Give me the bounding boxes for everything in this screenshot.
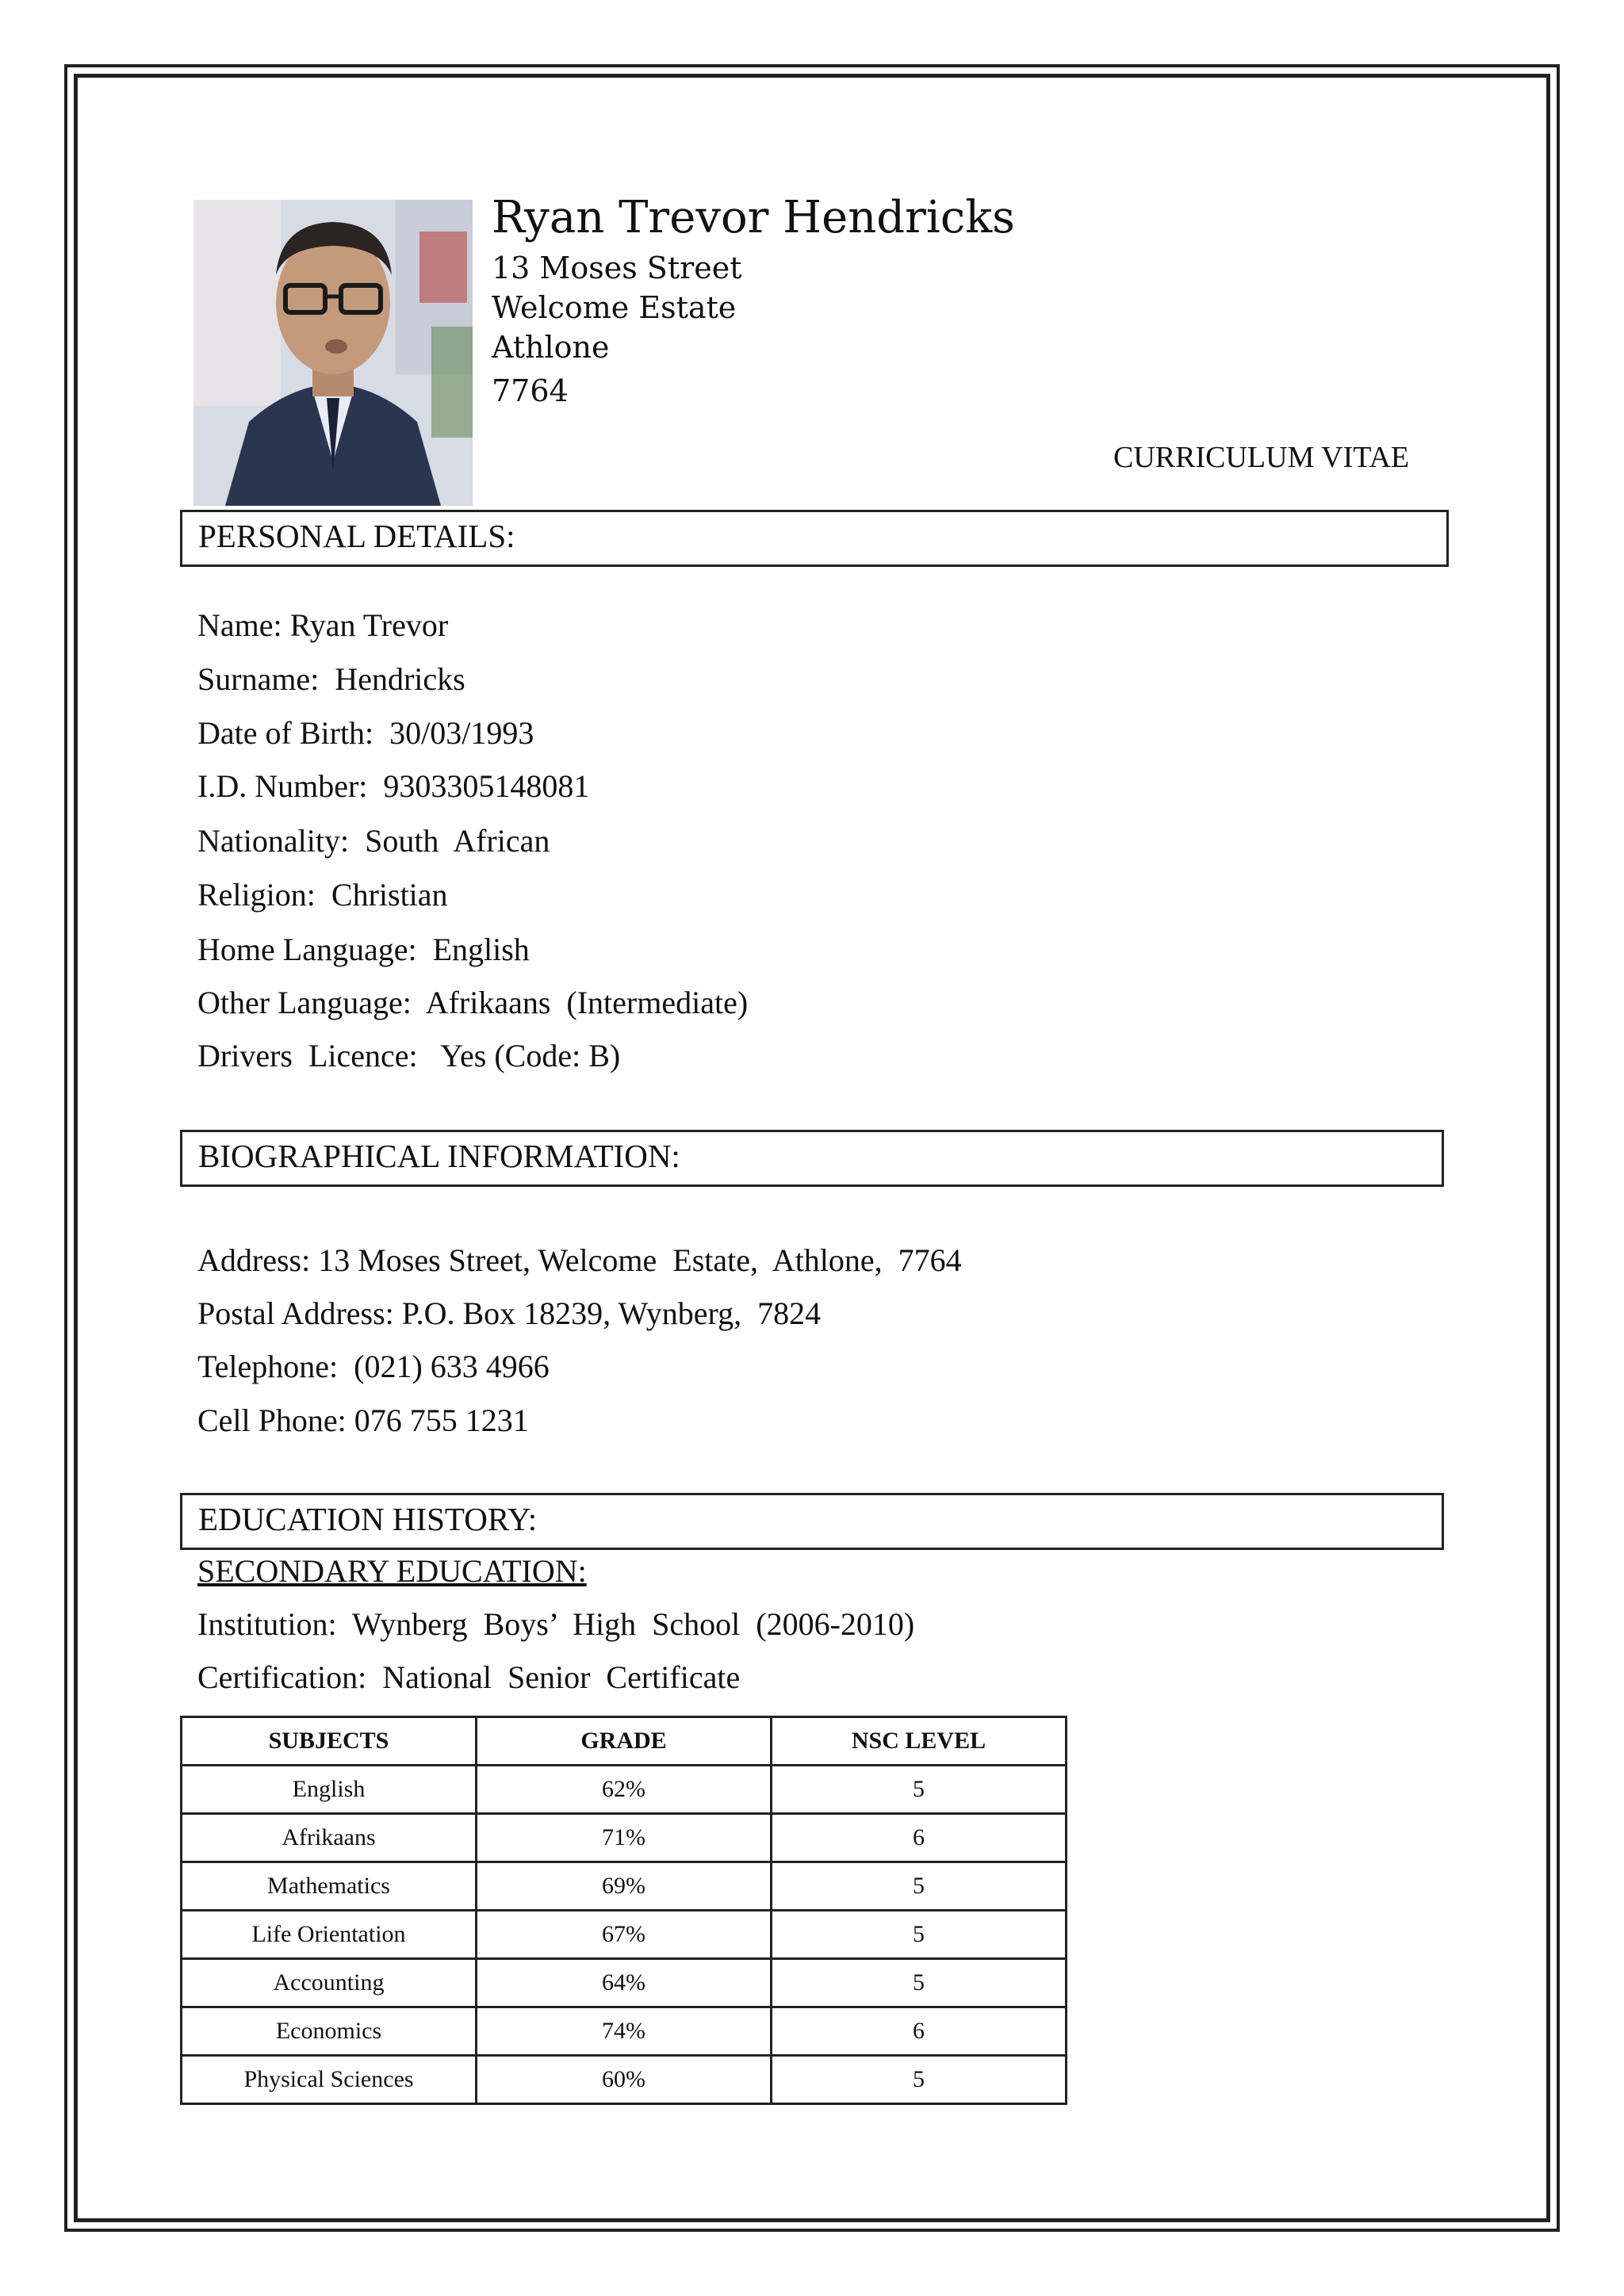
cell-nsc-level: 5 <box>772 1766 1067 1814</box>
field-other-language: Other Language: Afrikaans (Intermediate) <box>197 985 749 1020</box>
profile-photo <box>193 200 473 506</box>
cell-nsc-level: 5 <box>772 1862 1067 1911</box>
subheading-secondary-education: SECONDARY EDUCATION: <box>197 1553 587 1589</box>
field-nationality: Nationality: South African <box>197 823 550 859</box>
field-name: Name: Ryan Trevor <box>197 607 449 643</box>
field-home-language: Home Language: English <box>197 932 530 967</box>
cell-subject: English <box>182 1766 477 1814</box>
field-certification: Certification: National Senior Certificate <box>197 1659 741 1695</box>
field-date-of-birth: Date of Birth: 30/03/1993 <box>197 715 534 751</box>
cell-grade: 60% <box>477 2056 772 2104</box>
cell-subject: Mathematics <box>182 1862 477 1911</box>
field-drivers-licence: Drivers Licence: Yes (Code: B) <box>197 1038 621 1073</box>
address-line-street: 13 Moses Street <box>492 251 742 285</box>
cell-grade: 74% <box>477 2007 772 2056</box>
candidate-name: Ryan Trevor Hendricks <box>492 192 1015 243</box>
table-row <box>182 1766 1067 1814</box>
cell-subject: Physical Sciences <box>182 2056 477 2104</box>
field-cell-phone: Cell Phone: 076 755 1231 <box>197 1402 529 1438</box>
cell-grade: 62% <box>477 1766 772 1814</box>
cell-nsc-level: 5 <box>772 1911 1067 1959</box>
cell-grade: 69% <box>477 1862 772 1911</box>
field-address: Address: 13 Moses Street, Welcome Estate, Athlone, 7764 <box>197 1242 962 1278</box>
cell-grade: 67% <box>477 1911 772 1959</box>
cell-subject: Life Orientation <box>182 1911 477 1959</box>
table-row <box>182 1959 1067 2007</box>
cell-subject: Economics <box>182 2007 477 2056</box>
section-heading-education: EDUCATION HISTORY: <box>180 1493 1444 1550</box>
field-telephone: Telephone: (021) 633 4966 <box>197 1349 550 1384</box>
field-surname: Surname: Hendricks <box>197 661 465 697</box>
table-row <box>182 2007 1067 2056</box>
column-header-nsc-level: NSC LEVEL <box>772 1717 1067 1766</box>
column-header-grade: GRADE <box>477 1717 772 1766</box>
grades-table-header-row <box>182 1717 1067 1766</box>
cell-grade: 71% <box>477 1814 772 1862</box>
cell-nsc-level: 6 <box>772 2007 1067 2056</box>
grades-table <box>180 1716 1067 2105</box>
cell-subject: Afrikaans <box>182 1814 477 1862</box>
table-row <box>182 1862 1067 1911</box>
section-heading-biographical: BIOGRAPHICAL INFORMATION: <box>180 1130 1444 1187</box>
field-postal-address: Postal Address: P.O. Box 18239, Wynberg, 7824 <box>197 1295 822 1331</box>
table-row <box>182 1911 1067 1959</box>
field-religion: Religion: Christian <box>197 877 448 913</box>
cell-grade: 64% <box>477 1959 772 2007</box>
address-line-postcode: 7764 <box>492 373 569 408</box>
cell-subject: Accounting <box>182 1959 477 2007</box>
field-institution: Institution: Wynberg Boys’ High School (2006-2010) <box>197 1606 915 1642</box>
cell-nsc-level: 5 <box>772 1959 1067 2007</box>
address-line-estate: Welcome Estate <box>492 290 737 325</box>
field-id-number: I.D. Number: 9303305148081 <box>197 768 590 804</box>
document-title: CURRICULUM VITAE <box>1113 441 1410 474</box>
cell-nsc-level: 6 <box>772 1814 1067 1862</box>
table-row <box>182 2056 1067 2104</box>
table-row <box>182 1814 1067 1862</box>
address-line-suburb: Athlone <box>492 330 610 365</box>
column-header-subjects: SUBJECTS <box>182 1717 477 1766</box>
section-heading-personal: PERSONAL DETAILS: <box>180 510 1449 567</box>
cell-nsc-level: 5 <box>772 2056 1067 2104</box>
